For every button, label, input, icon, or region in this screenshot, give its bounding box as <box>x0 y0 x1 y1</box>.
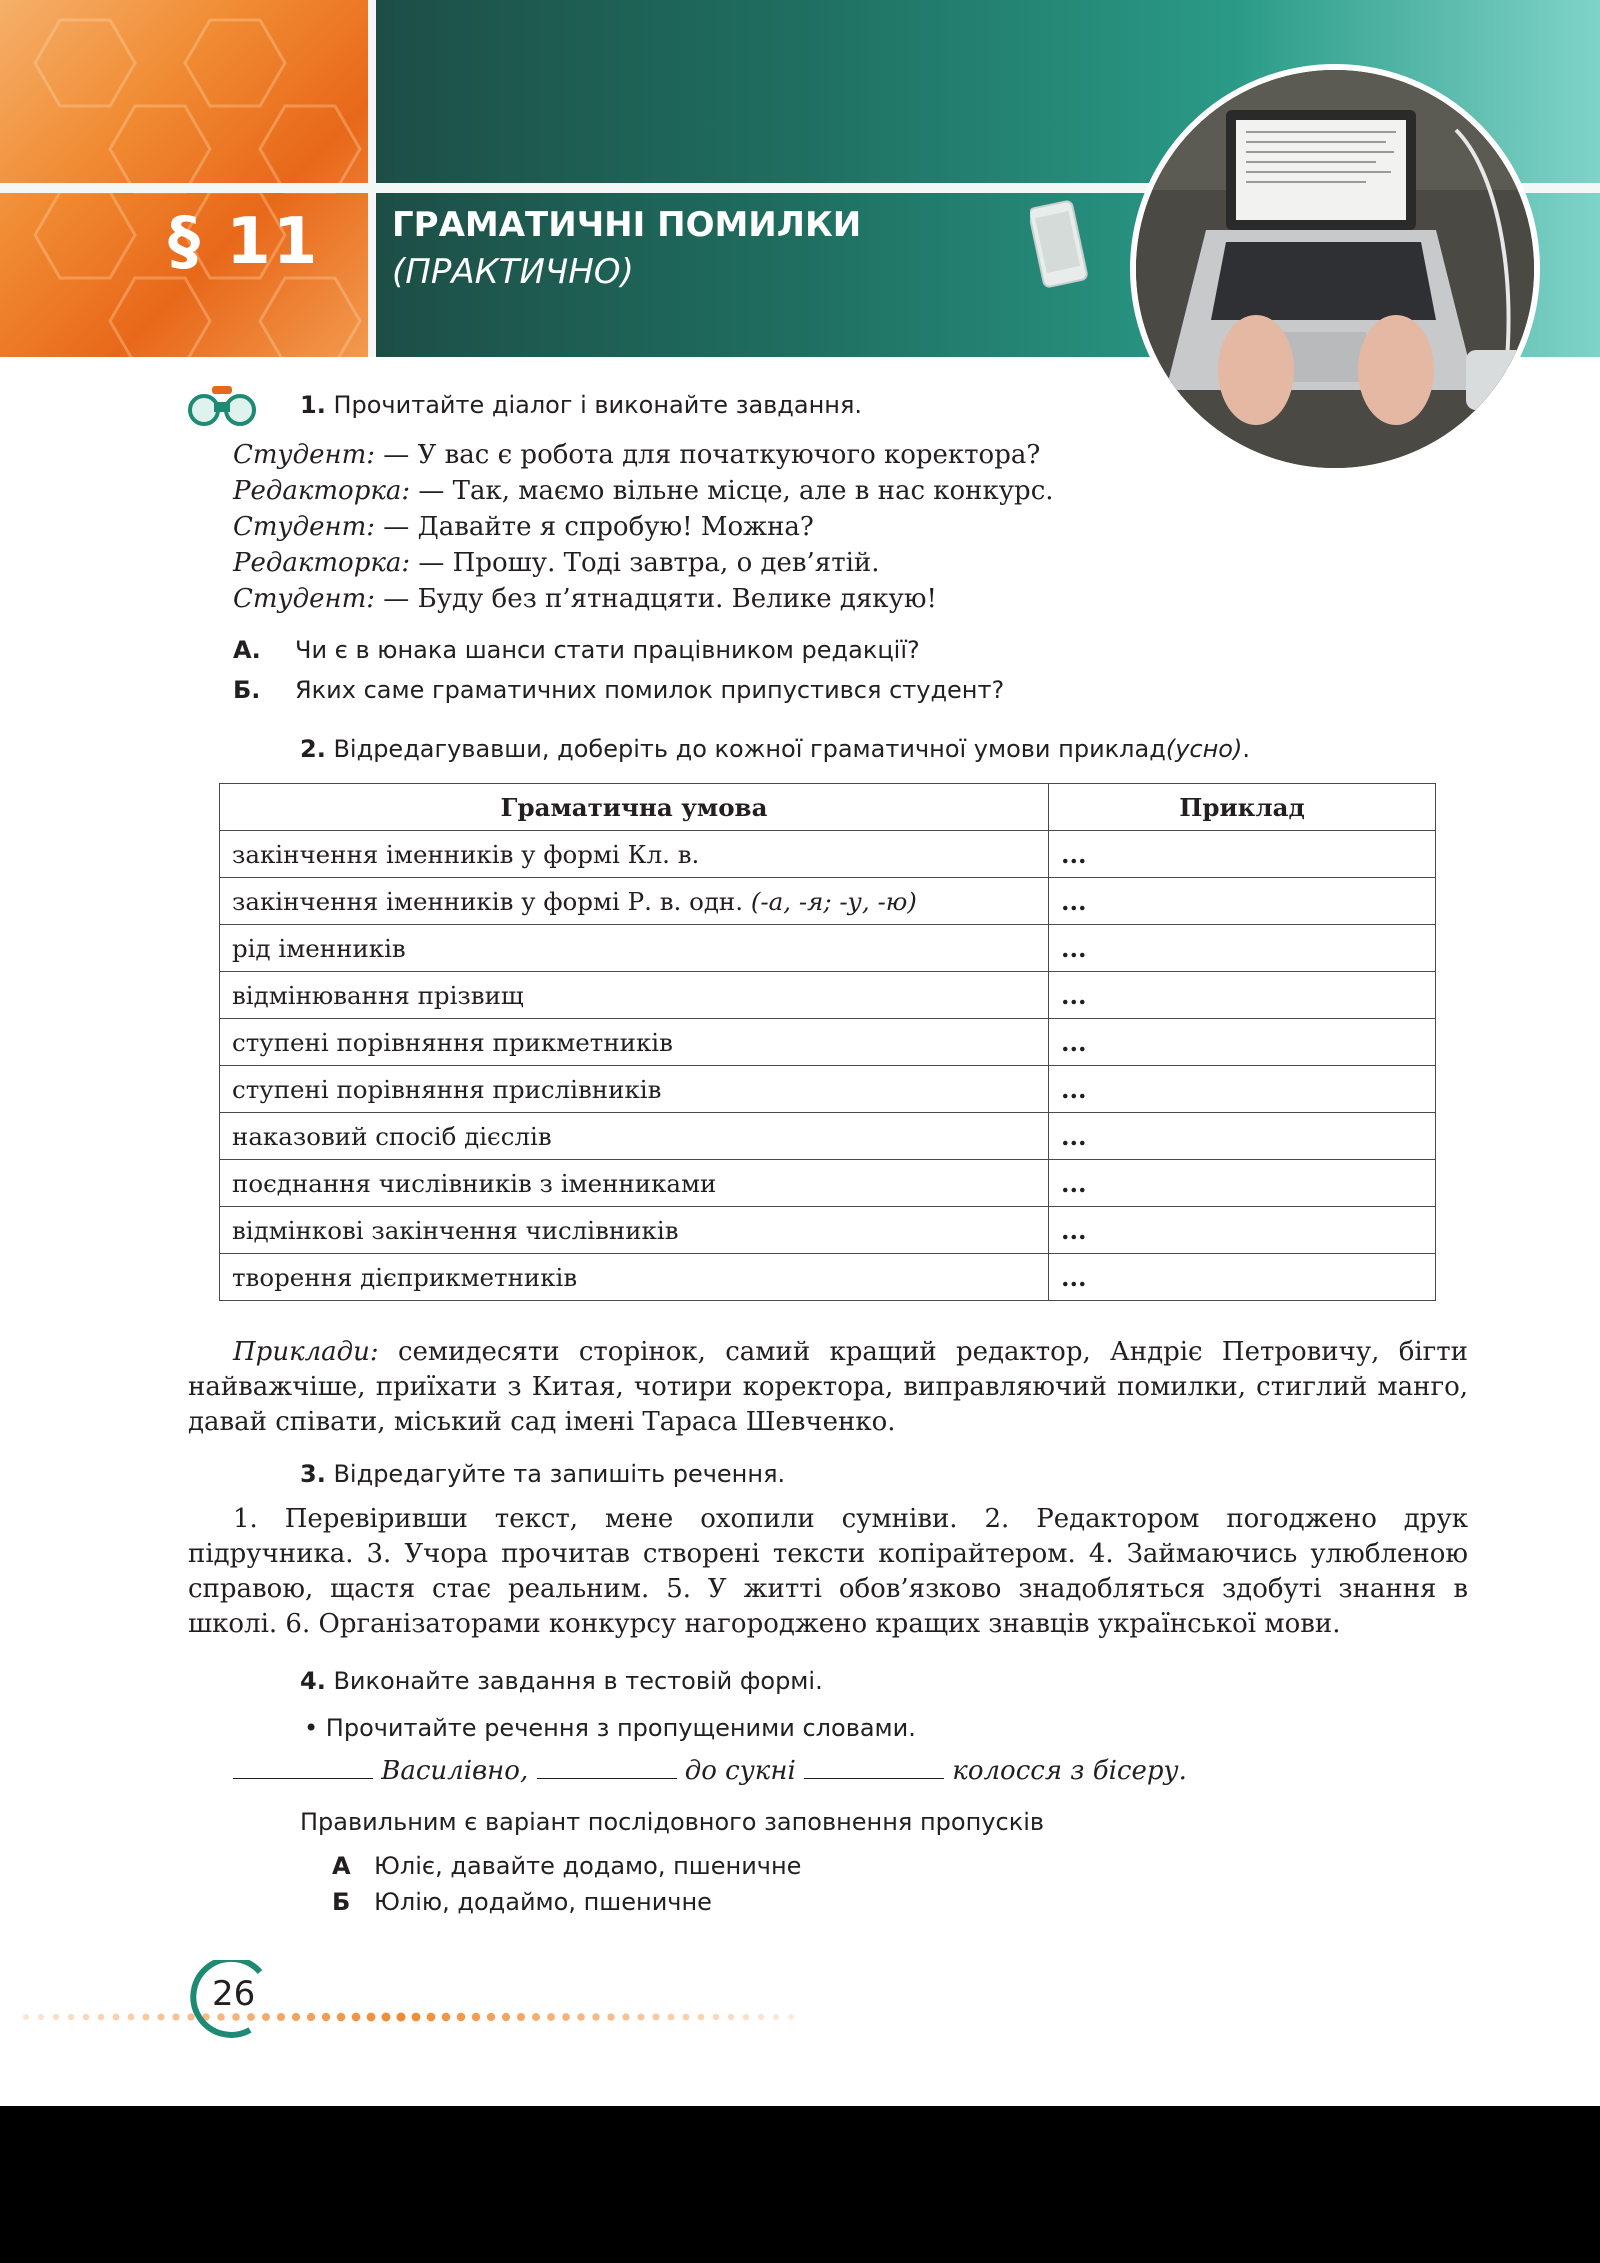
footer-dot <box>442 2013 451 2022</box>
task-1-text: Прочитайте діалог і виконайте завдання. <box>333 391 863 419</box>
example-cell: ... <box>1049 1254 1436 1301</box>
table-row <box>220 1113 1436 1160</box>
table-row <box>220 1254 1436 1301</box>
footer-dot <box>653 2014 660 2021</box>
task-4-prompt: Правильним є варіант послідовного заповнення пропусків <box>300 1808 1044 1836</box>
condition-cell <box>220 1113 1049 1160</box>
footer-dot <box>607 2013 614 2020</box>
footer-dot <box>83 2014 90 2021</box>
bottom-black-band <box>0 2106 1600 2263</box>
task-2-text-italic: (усно) <box>1165 735 1243 763</box>
example-cell: ... <box>1049 925 1436 972</box>
condition-text: поєднання числівників з іменниками <box>232 1168 717 1198</box>
column-header: Приклад <box>1049 784 1436 831</box>
question-text: Яких саме граматичних помилок припустився студент? <box>295 676 1005 704</box>
footer-dot <box>38 2014 44 2020</box>
condition-text: ступені порівняння прикметників <box>232 1027 673 1057</box>
option-b <box>332 1888 712 1916</box>
header-divider <box>368 0 376 357</box>
footer-dot <box>457 2013 466 2022</box>
condition-text: відмінювання прізвищ <box>232 980 524 1010</box>
speaker: Редакторка: <box>233 476 411 506</box>
option-a <box>332 1852 801 1880</box>
footer-dot <box>113 2014 120 2021</box>
option-text: Юліє, давайте додамо, пшеничне <box>374 1852 802 1880</box>
footer-dot <box>322 2013 330 2021</box>
task-3-number: 3. <box>300 1460 326 1488</box>
footer-dot <box>698 2014 705 2021</box>
table-row <box>220 972 1436 1019</box>
page-subtitle: (ПРАКТИЧНО) <box>392 252 634 292</box>
phone-image <box>1030 200 1090 300</box>
speaker: Редакторка: <box>233 548 411 578</box>
table-row <box>220 831 1436 878</box>
laptop-illustration <box>1136 70 1540 474</box>
footer-dot <box>773 2014 779 2020</box>
footer-dot <box>743 2014 749 2020</box>
dialogue-line <box>233 548 880 578</box>
example-cell: ... <box>1049 1207 1436 1254</box>
condition-cell <box>220 1019 1049 1066</box>
task-4-number: 4. <box>300 1667 326 1695</box>
footer-dot <box>713 2014 720 2021</box>
condition-text: закінчення іменників у формі Кл. в. <box>232 839 700 869</box>
example-cell: ... <box>1049 878 1436 925</box>
footer-dot <box>143 2014 150 2021</box>
table-row <box>220 1207 1436 1254</box>
condition-cell <box>220 925 1049 972</box>
condition-text: творення дієприкметників <box>232 1262 578 1292</box>
footer-dot <box>157 2013 164 2020</box>
condition-text: закінчення іменників у формі Р. в. одн. <box>232 886 751 916</box>
line-text: — Прошу. Тоді завтра, о дев’ятій. <box>410 548 880 578</box>
grammar-table <box>219 783 1436 1301</box>
task-4-heading <box>300 1667 823 1695</box>
line-text: — У вас є робота для початкуючого коректора? <box>375 440 1041 470</box>
footer-dot <box>622 2013 629 2020</box>
line-text: — Так, маємо вільне місце, але в нас конкурс. <box>410 476 1054 506</box>
task-4-bullet: • Прочитайте речення з пропущеними словами. <box>304 1714 916 1742</box>
footer-dot <box>53 2014 59 2020</box>
footer-dot <box>352 2013 361 2022</box>
hexagon-pattern <box>0 0 368 357</box>
footer-dot <box>397 2013 406 2022</box>
table-row <box>220 1160 1436 1207</box>
speaker: Студент: <box>233 512 376 542</box>
example-cell: ... <box>1049 1113 1436 1160</box>
gap-sentence <box>233 1756 1187 1786</box>
task-3-text: Відредагуйте та запишіть речення. <box>333 1460 786 1488</box>
task-2-heading <box>300 735 1250 763</box>
section-header <box>0 0 1600 360</box>
question-label: А. <box>233 636 261 664</box>
footer-dot <box>472 2013 480 2021</box>
footer-dot <box>547 2013 555 2021</box>
footer-dot <box>98 2014 105 2021</box>
condition-cell <box>220 1207 1049 1254</box>
task-3-sentences: 1. Перевіривши текст, мене охопили сумніви. 2. Редактором погоджено друк підручника. 3. Учора прочитав створені тексти копірайтером. 4. Займаючись улюбленою справою, щастя стає реальним. 5. У житті обов’язково знадобляться здобуті знання в школі. 6. Організаторами конкурсу нагороджено кращих знавців української мови. <box>188 1504 1468 1639</box>
question-text: Чи є в юнака шанси стати працівником редакції? <box>295 636 920 664</box>
footer-dot <box>532 2013 540 2021</box>
page-number-badge <box>178 1960 274 2040</box>
footer-dot <box>577 2013 585 2021</box>
footer-dot <box>382 2013 391 2022</box>
footer-dot <box>592 2013 599 2020</box>
gap-text: Василівно, <box>373 1756 537 1786</box>
footer-dot <box>487 2013 495 2021</box>
example-cell: ... <box>1049 831 1436 878</box>
examples-paragraph <box>188 1335 1468 1440</box>
task-1-number: 1. <box>300 391 326 419</box>
table-row <box>220 1066 1436 1113</box>
column-header: Граматична умова <box>220 784 1049 831</box>
footer-dot <box>637 2013 644 2020</box>
header-orange-panel <box>0 0 368 357</box>
footer-dot <box>668 2014 675 2021</box>
example-cell: ... <box>1049 1066 1436 1113</box>
laptop-photo <box>1130 64 1540 474</box>
condition-text: рід іменників <box>232 933 406 963</box>
gap-text: колосся з бісеру. <box>944 1756 1187 1786</box>
question-b <box>233 676 1004 704</box>
condition-cell <box>220 972 1049 1019</box>
option-label: А <box>332 1852 351 1880</box>
footer-dot <box>337 2013 346 2022</box>
footer-dot <box>68 2014 74 2020</box>
table-row <box>220 1019 1436 1066</box>
task-2-text: Відредагувавши, доберіть до кожної граматичної умови приклад <box>333 735 1166 763</box>
page-number: 26 <box>212 1974 256 2014</box>
dialogue-line <box>233 512 814 542</box>
condition-cell <box>220 1254 1049 1301</box>
task-1-heading <box>300 391 862 419</box>
condition-text: ступені порівняння прислівників <box>232 1074 662 1104</box>
option-text: Юлію, додаймо, пшеничне <box>374 1888 712 1916</box>
condition-cell <box>220 831 1049 878</box>
footer-dots <box>20 2010 800 2024</box>
footer-dot <box>307 2013 315 2021</box>
table-header-row <box>220 784 1436 831</box>
footer-dot <box>23 2014 29 2020</box>
condition-cell <box>220 1066 1049 1113</box>
line-text: — Давайте я спробую! Можна? <box>375 512 814 542</box>
footer-dot <box>562 2013 570 2021</box>
binoculars-icon <box>186 380 258 428</box>
footer-dot <box>758 2014 764 2020</box>
footer-dot <box>367 2013 376 2022</box>
examples-text: семидесяти сторінок, самий кращий редактор, Андріє Петровичу, бігти найважчіше, приїхати з Китая, чотири коректора, виправляючий помилки, стиглий манго, давай співати, міський сад імені Тараса Шевченко. <box>188 1337 1468 1437</box>
blank-line <box>537 1757 677 1779</box>
dialogue-line <box>233 476 1054 506</box>
speaker: Студент: <box>233 440 376 470</box>
speaker: Студент: <box>233 584 376 614</box>
condition-italic: (-а, -я; -у, -ю) <box>750 886 917 916</box>
footer-dot <box>683 2014 690 2021</box>
section-number: § 11 <box>168 205 320 279</box>
footer-dot <box>128 2014 135 2021</box>
task-3-heading <box>300 1460 785 1488</box>
condition-text: наказовий спосіб дієслів <box>232 1121 552 1151</box>
footer-dot <box>412 2013 421 2022</box>
dialogue-line <box>233 584 937 614</box>
table-row <box>220 878 1436 925</box>
examples-label: Приклади: <box>233 1337 379 1367</box>
footer-dot <box>728 2014 734 2020</box>
footer-dot <box>517 2013 525 2021</box>
option-label: Б <box>332 1888 351 1916</box>
footer-dot <box>277 2013 285 2021</box>
task-2-text-end: . <box>1242 735 1250 763</box>
task-4-text: Виконайте завдання в тестовій формі. <box>333 1667 823 1695</box>
dialogue-line <box>233 440 1040 470</box>
blank-line <box>233 1757 373 1779</box>
task-2-number: 2. <box>300 735 326 763</box>
blank-line <box>804 1757 944 1779</box>
condition-cell <box>220 1160 1049 1207</box>
condition-cell <box>220 878 1049 925</box>
question-a <box>233 636 920 664</box>
example-cell: ... <box>1049 972 1436 1019</box>
table-row <box>220 925 1436 972</box>
example-cell: ... <box>1049 1160 1436 1207</box>
gap-text: до сукні <box>676 1756 805 1786</box>
question-label: Б. <box>233 676 261 704</box>
footer-dot <box>788 2014 794 2020</box>
example-cell: ... <box>1049 1019 1436 1066</box>
footer-dot <box>427 2013 436 2022</box>
line-text: — Буду без п’ятнадцяти. Велике дякую! <box>375 584 937 614</box>
footer-dot <box>292 2013 300 2021</box>
condition-text: відмінкові закінчення числівників <box>232 1215 679 1245</box>
footer-dot <box>502 2013 510 2021</box>
page-title: ГРАМАТИЧНІ ПОМИЛКИ <box>392 205 862 245</box>
